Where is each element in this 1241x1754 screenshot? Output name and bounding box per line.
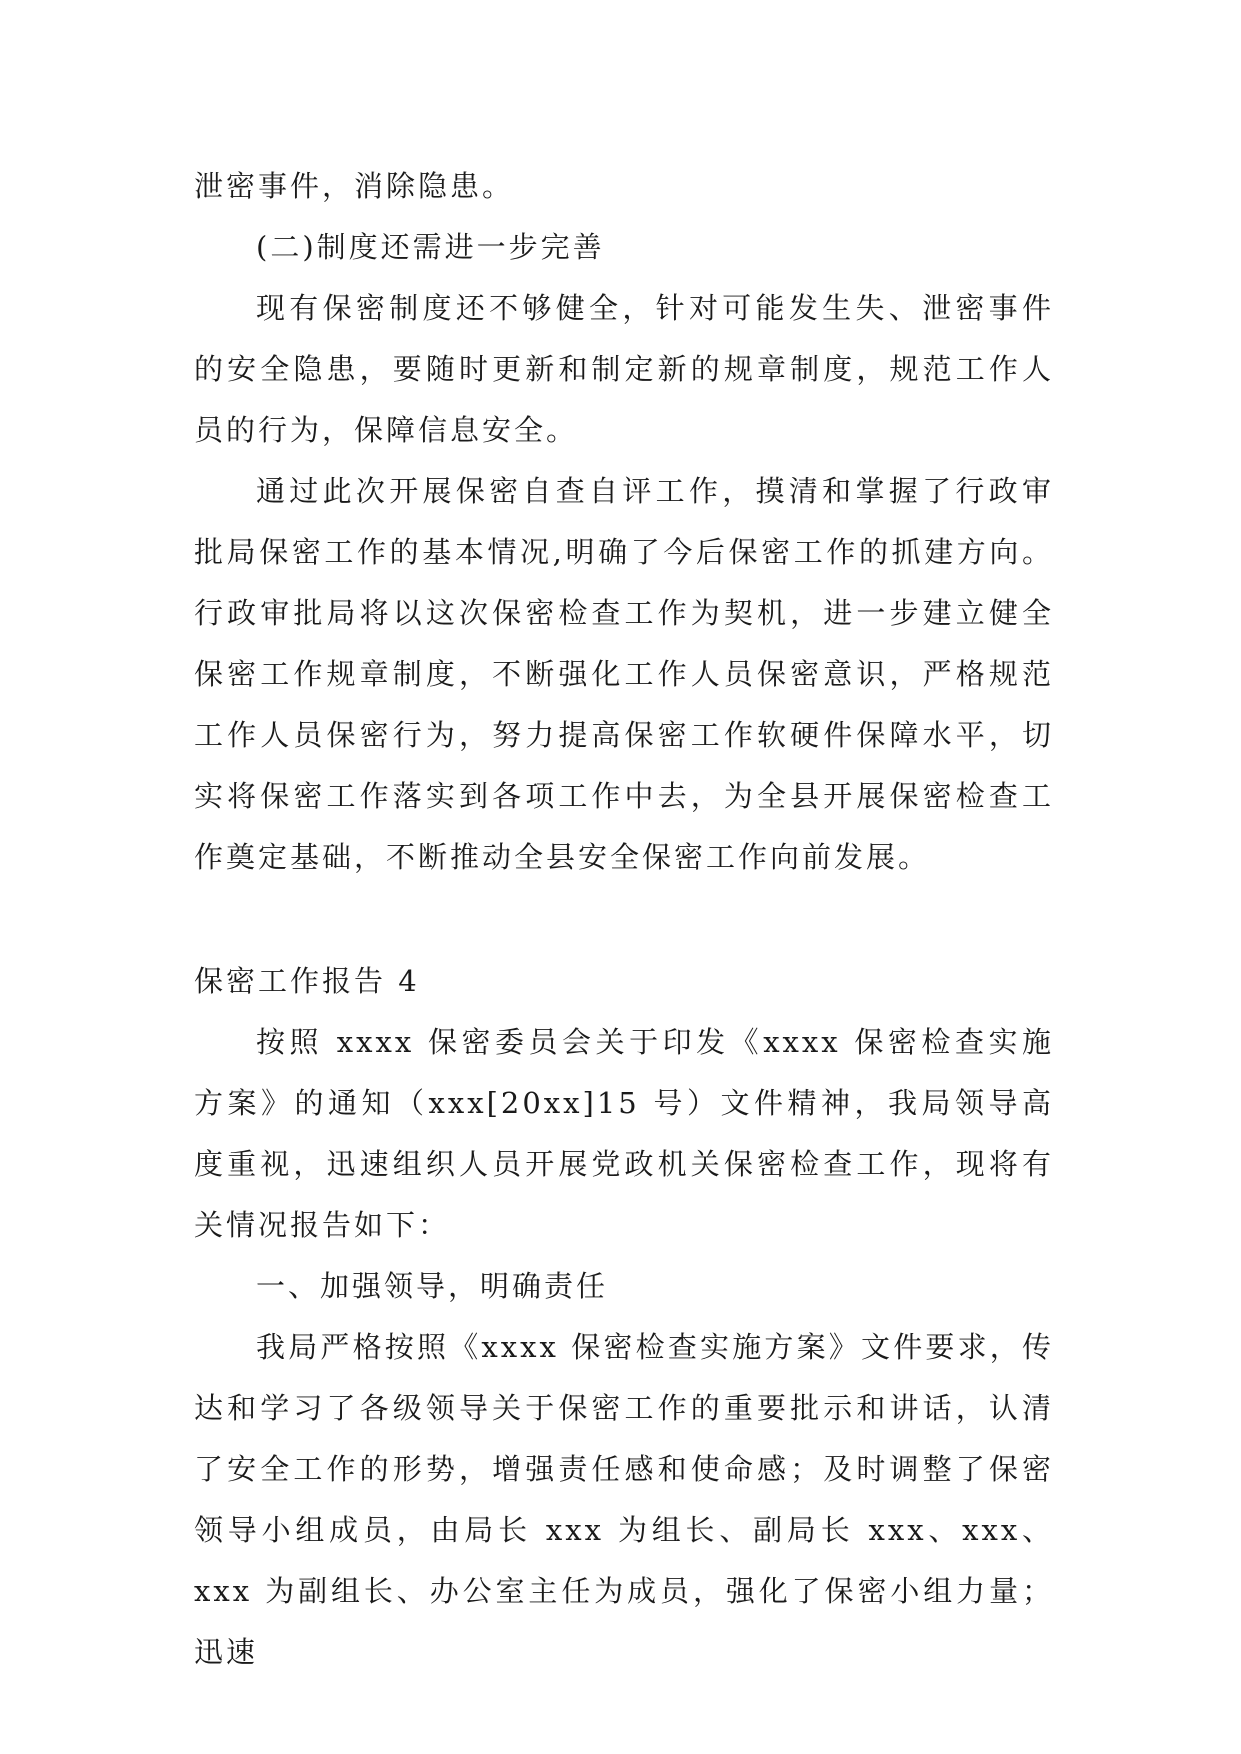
subheading-institution: (二)制度还需进一步完善 <box>256 230 605 264</box>
paragraph-7: 我局严格按照《xxxx 保密检查实施方案》文件要求，传达和学习了各级领导关于保密工作的重要批示和讲话，认清了安全工作的形势，增强责任感和使命感；及时调整了保密领导小组成员，由局长 xxx 为组长、副局长 xxx、xxx、xxx 为副组长、办公室主任为成员，强化了保密小组力量；迅速 <box>194 1330 1054 1669</box>
document-body <box>194 156 1054 1683</box>
section-title: 保密工作报告 4 <box>194 964 420 998</box>
paragraph-1: 泄密事件，消除隐患。 <box>194 169 515 203</box>
paragraph-3: 现有保密制度还不够健全，针对可能发生失、泄密事件的安全隐患，要随时更新和制定新的规章制度，规范工作人员的行为，保障信息安全。 <box>194 291 1054 447</box>
paragraph-4: 通过此次开展保密自查自评工作，摸清和掌握了行政审批局保密工作的基本情况,明确了今后保密工作的抓建方向。行政审批局将以这次保密检查工作为契机，进一步建立健全保密工作规章制度，不断强化工作人员保密意识，严格规范工作人员保密行为，努力提高保密工作软硬件保障水平，切实将保密工作落实到各项工作中去，为全县开展保密检查工作奠定基础，不断推动全县安全保密工作向前发展。 <box>194 474 1054 874</box>
subheading-leadership: 一、加强领导，明确责任 <box>256 1269 609 1303</box>
paragraph-5: 按照 xxxx 保密委员会关于印发《xxxx 保密检查实施方案》的通知（xxx[20xx]15 号）文件精神，我局领导高度重视，迅速组织人员开展党政机关保密检查工作，现将有关情况报告如下： <box>194 1025 1054 1242</box>
